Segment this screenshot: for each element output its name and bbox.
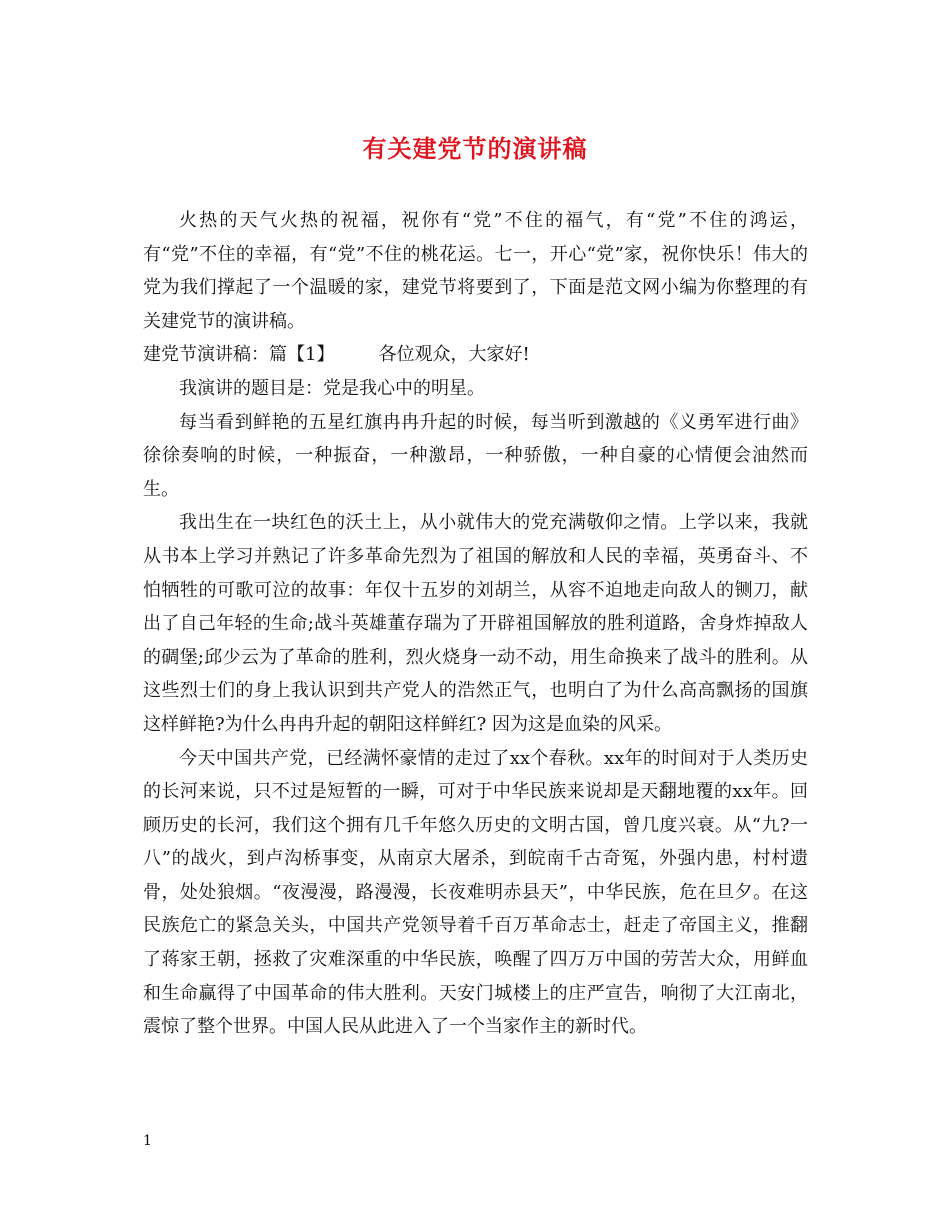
section-heading: 建党节演讲稿：篇【1】 <box>143 344 335 366</box>
greeting: 各位观众，大家好! <box>378 344 530 366</box>
intro-paragraph: 火热的天气火热的祝福，祝你有“党”不住的福气，有“党”不住的鸿运，有“党”不住的幸福，有“党”不住的桃花运。七一，开心“党”家，祝你快乐！伟大的党为我们撑起了一个温暖的家，建党节将要到了，下面是范文网小编为你整理的有关建党节的演讲稿。 <box>143 210 808 332</box>
body-paragraph: 每当看到鲜艳的五星红旗冉冉升起的时候，每当听到激越的《义勇军进行曲》徐徐奏响的时候，一种振奋，一种激昂，一种骄傲，一种自豪的心情便会油然而生。 <box>143 411 808 500</box>
body-paragraph: 今天中国共产党，已经满怀豪情的走过了xx个春秋。xx年的时间对于人类历史的长河来说，只不过是短暂的一瞬，可对于中华民族来说却是天翻地覆的xx年。回顾历史的长河，我们这个拥有几千年悠久历史的文明古国，曾几度兴衰。从“九?一八”的战火，到卢沟桥事变，从南京大屠杀，到皖南千古奇冤，外强内患，村村遗骨，处处狼烟。“夜漫漫，路漫漫，长夜难明赤县天”，中华民族，危在旦夕。在这民族危亡的紧急关头，中国共产党领导着千百万革命志士，赶走了帝国主义，推翻了蒋家王朝，拯救了灾难深重的中华民族，唤醒了四万万中国的劳苦大众，用鲜血和生命赢得了中国革命的伟大胜利。天安门城楼上的庄严宣告，响彻了大江南北，震惊了整个世界。中国人民从此进入了一个当家作主的新时代。 <box>143 747 808 1038</box>
body-paragraph: 我出生在一块红色的沃土上，从小就伟大的党充满敬仰之情。上学以来，我就从书本上学习并熟记了许多革命先烈为了祖国的解放和人民的幸福，英勇奋斗、不怕牺牲的可歌可泣的故事：年仅十五岁的刘胡兰，从容不迫地走向敌人的铡刀，献出了自己年轻的生命;战斗英雄董存瑞为了开辟祖国解放的胜利道路，舍身炸掉敌人的碉堡;邱少云为了革命的胜利，烈火烧身一动不动，用生命换来了战斗的胜利。从这些烈士们的身上我认识到共产党人的浩然正气，也明白了为什么高高飘扬的国旗这样鲜艳?为什么冉冉升起的朝阳这样鲜红? 因为这是血染的风采。 <box>143 512 808 735</box>
section-heading-line <box>143 338 808 372</box>
body-paragraph: 我演讲的题目是：党是我心中的明星。 <box>179 377 485 399</box>
document-body <box>143 204 808 1044</box>
document-title: 有关建党节的演讲稿 <box>362 134 588 163</box>
page-number: 1 <box>143 1133 152 1149</box>
